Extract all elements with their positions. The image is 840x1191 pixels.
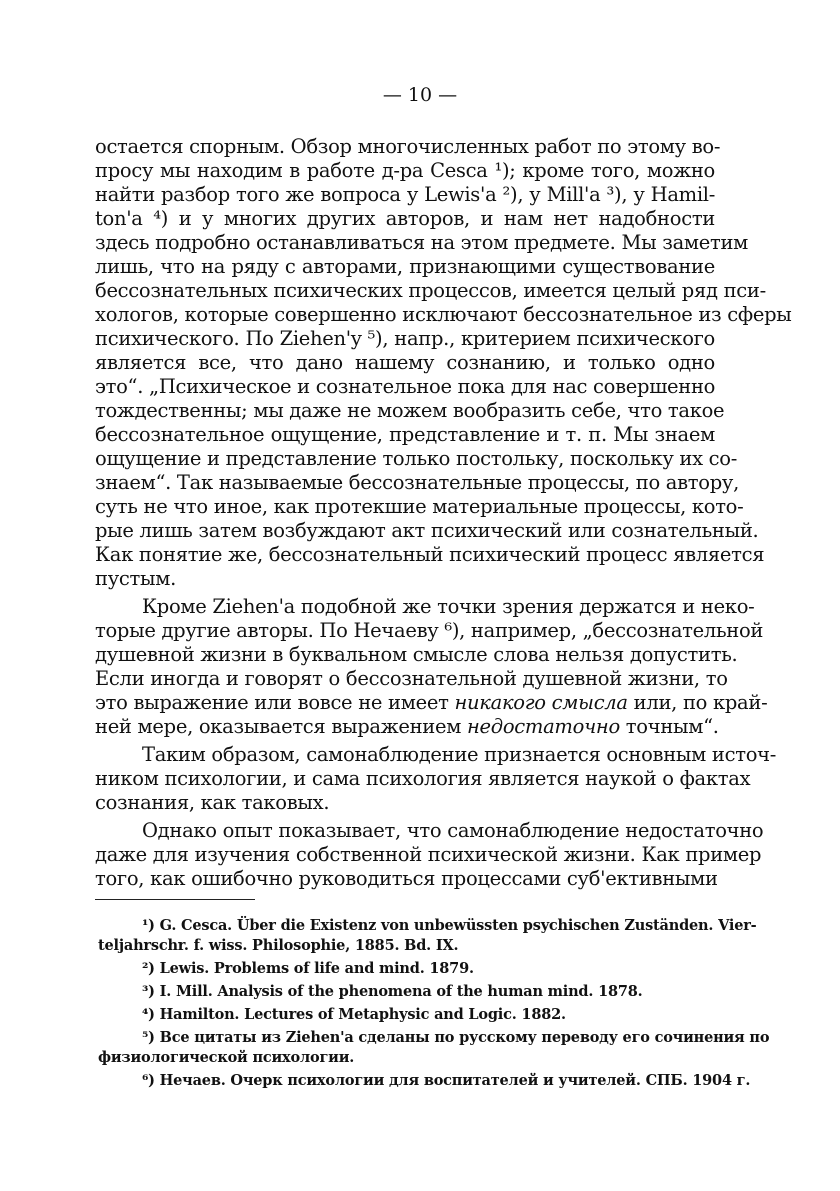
text-line: психического. По Ziehen'y ⁵), напр., критерием психического [95,327,715,350]
footnote: teljahrschr. f. wiss. Philosophie, 1885. Bd. IX. [98,937,459,954]
text-line: тождественны; мы даже не можем вообразить себе, что такое [95,399,725,422]
footnote: ⁴) Hamilton. Lectures of Metaphysic and Logic. 1882. [142,1006,566,1023]
text-line: хологов, которые совершенно исключают бессознательное из сферы [95,303,792,326]
text-line: торые другие авторы. По Нечаеву ⁶), например, „бессознательной [95,619,764,642]
text-run: ней мере, оказывается выражением [95,715,462,738]
page-number: — 10 — [382,84,458,106]
text-run: это выражение или вовсе не имеет [95,691,455,714]
footnote: ³) I. Mill. Analysis of the phenomena of the human mind. 1878. [142,983,643,1000]
footnote: физиологической психологии. [98,1049,355,1066]
text-line: здесь подробно останавливаться на этом предмете. Мы заметим [95,231,749,254]
footnote-separator [95,899,255,900]
text-line: является все, что дано нашему сознанию, и только одно [95,351,715,374]
text-run: точным“. [625,715,719,738]
footnote: ¹) G. Cesca. Über die Existenz von unbewüssten psychischen Zuständen. Vier- [142,917,757,934]
text-line: найти разбор того же вопроса у Lewis'a ²), у Mill'a ³), у Hamil- [95,183,715,206]
text-line: душевной жизни в буквальном смысле слова нельзя допустить. [95,643,738,666]
text-line: лишь, что на ряду с авторами, признающими существование [95,255,715,278]
paragraph-start-line: Кроме Ziehen'a подобной же точки зрения держатся и неко- [142,595,755,618]
text-line: это“. „Психическое и сознательное пока для нас совершенно [95,375,716,398]
text-line-with-italic [95,715,719,739]
paragraph-start-line: Однако опыт показывает, что самонаблюдение недостаточно [142,819,764,842]
text-line: ником психологии, и сама психология является наукой о фактах [95,767,751,790]
footnote: ⁵) Все цитаты из Ziehen'a сделаны по русскому переводу его сочинения по [142,1029,770,1046]
italic-phrase: никакого смысла [454,691,628,714]
text-line: просу мы находим в работе д-ра Cesca ¹); кроме того, можно [95,159,715,182]
text-line: сознания, как таковых. [95,791,330,814]
footnote: ²) Lewis. Problems of life and mind. 1879. [142,960,474,977]
text-line: бессознательное ощущение, представление и т. п. Мы знаем [95,423,715,446]
text-line: Как понятие же, бессознательный психический процесс является [95,543,765,566]
text-line: даже для изучения собственной психической жизни. Как пример [95,843,762,866]
text-line: бессознательных психических процессов, имеется целый ряд пси- [95,279,766,302]
text-line: Если иногда и говорят о бессознательной душевной жизни, то [95,667,728,690]
footnote: ⁶) Нечаев. Очерк психологии для воспитателей и учителей. СПБ. 1904 г. [142,1072,751,1089]
text-line: пустым. [95,567,176,590]
text-line: суть не что иное, как протекшие материальные процессы, кото- [95,495,744,518]
text-line: ton'a ⁴) и у многих других авторов, и нам нет надобности [95,207,715,230]
italic-word: недостаточно [467,715,620,738]
text-line: остается спорным. Обзор многочисленных работ по этому во- [95,135,721,158]
text-run: или, по край- [627,691,768,714]
text-line: того, как ошибочно руководиться процессами суб'ективными [95,867,718,890]
text-line: знаем“. Так называемые бессознательные процессы, по автору, [95,471,739,494]
paragraph-start-line: Таким образом, самонаблюдение признается основным источ- [142,743,777,766]
text-line: ощущение и представление только постольку, поскольку их со- [95,447,738,470]
text-line: рые лишь затем возбуждают акт психический или сознательный. [95,519,759,542]
text-line-with-italic [95,691,768,715]
